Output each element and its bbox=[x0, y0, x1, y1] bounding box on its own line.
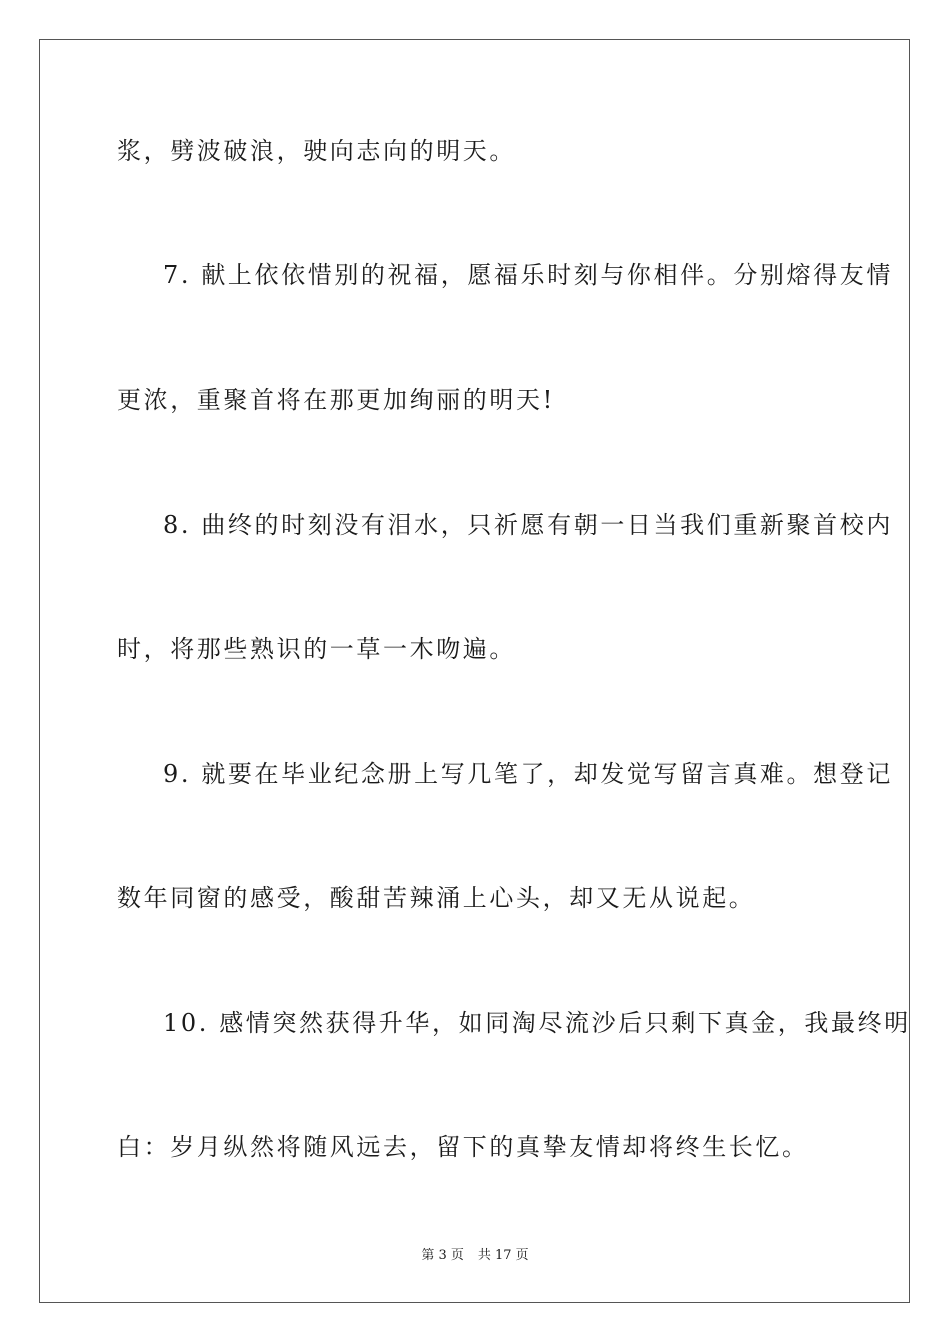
page-number: 第 3 页 bbox=[421, 1248, 464, 1263]
item-8-line-2: 时，将那些熟识的一草一木吻遍。 bbox=[117, 635, 516, 663]
page-total: 共 17 页 bbox=[477, 1248, 529, 1263]
page-footer bbox=[0, 1247, 950, 1265]
item-10-line-2: 白：岁月纵然将随风远去，留下的真挚友情却将终生长忆。 bbox=[117, 1133, 809, 1161]
item-7-line-2: 更浓，重聚首将在那更加绚丽的明天! bbox=[117, 386, 555, 414]
page-border bbox=[39, 39, 910, 1303]
item-10-line-1: 10. 感情突然获得升华，如同淘尽流沙后只剩下真金，我最终明 bbox=[163, 1009, 911, 1037]
item-8-line-1: 8. 曲终的时刻没有泪水，只祈愿有朝一日当我们重新聚首校内 bbox=[163, 511, 893, 539]
item-9-line-2: 数年同窗的感受，酸甜苦辣涌上心头，却又无从说起。 bbox=[117, 884, 756, 912]
item-9-line-1: 9. 就要在毕业纪念册上写几笔了，却发觉写留言真难。想登记 bbox=[163, 760, 893, 788]
item-7-line-1: 7. 献上依依惜别的祝福，愿福乐时刻与你相伴。分别熔得友情 bbox=[163, 261, 893, 289]
text-line-1: 浆，劈波破浪，驶向志向的明天。 bbox=[117, 137, 516, 165]
